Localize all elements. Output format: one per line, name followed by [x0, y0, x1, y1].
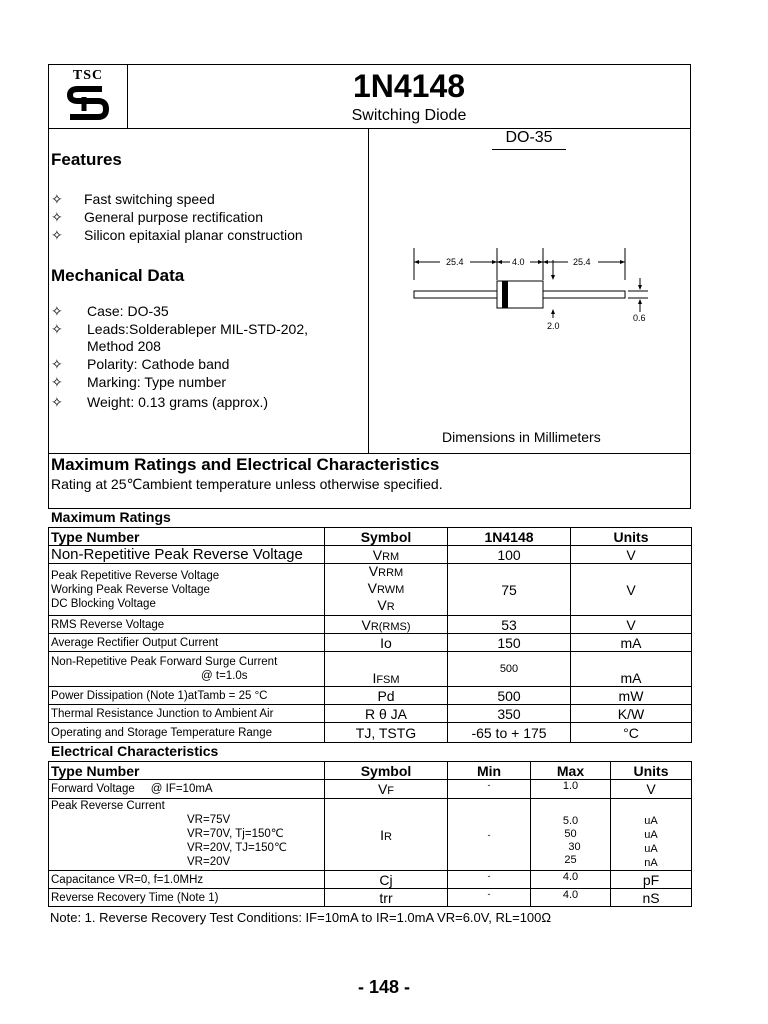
symbol-cell: IR — [325, 799, 448, 871]
value-cell: 500 — [448, 652, 571, 687]
symbol-cell: Pd — [325, 687, 448, 705]
dim-diameter-label: 2.0 — [547, 321, 560, 331]
value-cell: -65 to + 175 — [448, 723, 571, 743]
dim-left-label: 25.4 — [446, 257, 464, 267]
bullet-icon: ✧ — [51, 321, 63, 337]
mechanical-item-text: Leads:Solderableper MIL-STD-202, — [87, 321, 309, 337]
table-row — [49, 871, 692, 889]
unit-cell: uA uA uA nA — [611, 799, 692, 871]
table-row — [49, 799, 692, 871]
unit-cell: V — [611, 780, 692, 799]
param-cell: Non-Repetitive Peak Reverse Voltage — [49, 546, 325, 564]
unit-cell: pF — [611, 871, 692, 889]
param-cell: Average Rectifier Output Current — [49, 634, 325, 652]
page-number: - 148 - — [357, 977, 411, 997]
max-ratings-title: Maximum Ratings — [51, 509, 171, 525]
param-cell: Forward Voltage @ IF=10mA — [49, 780, 325, 799]
unit-cell: V — [571, 546, 692, 564]
unit-cell: mA — [571, 634, 692, 652]
feature-item-text: Silicon epitaxial planar construction — [84, 227, 303, 243]
param-cell: Capacitance VR=0, f=1.0MHz — [49, 871, 325, 889]
symbol-cell: IFSM — [325, 652, 448, 687]
value-cell: 150 — [448, 634, 571, 652]
table-row — [49, 546, 692, 564]
package-name: DO-35 — [505, 129, 553, 146]
value-cell: 75 — [448, 564, 571, 616]
value-cell: 500 — [448, 687, 571, 705]
col-header: Units — [571, 528, 692, 546]
bullet-icon: ✧ — [51, 209, 63, 225]
value-cell: 100 — [448, 546, 571, 564]
feature-item-text: General purpose rectification — [84, 209, 263, 225]
col-header: Symbol — [325, 762, 448, 780]
min-cell: - — [448, 889, 531, 907]
features-heading: Features — [51, 150, 122, 169]
dimensions-caption: Dimensions in Millimeters — [442, 429, 601, 445]
mechanical-item — [51, 355, 351, 373]
table-header-row — [49, 762, 692, 780]
max-cell: 5.0 50 30 25 — [531, 799, 611, 871]
table-row — [49, 687, 692, 705]
col-header: Max — [531, 762, 611, 780]
table-row — [49, 705, 692, 723]
bullet-icon: ✧ — [51, 374, 63, 390]
table-row — [49, 889, 692, 907]
mechanical-item — [51, 373, 351, 391]
elec-title: Electrical Characteristics — [51, 743, 219, 759]
symbol-cell: VF — [325, 780, 448, 799]
symbol-cell: VRRM VRWM VR — [325, 564, 448, 616]
unit-cell: °C — [571, 723, 692, 743]
param-cell: Reverse Recovery Time (Note 1) — [49, 889, 325, 907]
col-header: Min — [448, 762, 531, 780]
max-cell: 4.0 — [531, 889, 611, 907]
table-row — [49, 616, 692, 634]
dim-right-label: 25.4 — [573, 257, 591, 267]
col-header: Symbol — [325, 528, 448, 546]
table-row — [49, 780, 692, 799]
table-row — [49, 652, 692, 687]
col-header: Type Number — [49, 528, 325, 546]
symbol-cell: VR(RMS) — [325, 616, 448, 634]
mechanical-heading: Mechanical Data — [51, 266, 185, 285]
table-row — [49, 634, 692, 652]
mechanical-item-text: Case: DO-35 — [87, 303, 169, 319]
table-row — [49, 723, 692, 743]
ratings-heading: Maximum Ratings and Electrical Characteristics — [51, 455, 440, 474]
min-cell: - — [448, 871, 531, 889]
symbol-cell: Io — [325, 634, 448, 652]
feature-item — [51, 208, 351, 226]
logo — [49, 65, 128, 128]
mechanical-item — [51, 320, 351, 338]
col-header: 1N4148 — [448, 528, 571, 546]
param-cell: Operating and Storage Temperature Range — [49, 723, 325, 743]
part-number: 1N4148 — [352, 68, 466, 104]
logo-text: TSC — [72, 68, 104, 83]
mechanical-item — [51, 337, 351, 355]
param-cell: Peak Repetitive Reverse Voltage Working Peak Reverse Voltage DC Blocking Voltage — [49, 564, 325, 616]
mechanical-item-text: Method 208 — [87, 338, 161, 354]
param-cell: Non-Repetitive Peak Forward Surge Current @ t=1.0s — [49, 652, 325, 687]
min-cell: - — [448, 780, 531, 799]
mechanical-item-text: Polarity: Cathode band — [87, 356, 230, 372]
mechanical-item — [51, 393, 351, 411]
bullet-icon: ✧ — [51, 303, 63, 319]
diode-outline-diagram — [400, 240, 660, 340]
table-row — [49, 564, 692, 616]
col-header: Units — [611, 762, 692, 780]
mechanical-item — [51, 302, 351, 320]
feature-item — [51, 226, 351, 244]
unit-cell: mW — [571, 687, 692, 705]
ratings-note: Rating at 25℃ambient temperature unless otherwise specified. — [51, 476, 443, 492]
col-header: Type Number — [49, 762, 325, 780]
min-cell: - — [448, 799, 531, 871]
param-cell: RMS Reverse Voltage — [49, 616, 325, 634]
max-cell: 1.0 — [531, 780, 611, 799]
unit-cell: nS — [611, 889, 692, 907]
symbol-cell: trr — [325, 889, 448, 907]
unit-cell: V — [571, 616, 692, 634]
feature-item — [51, 190, 351, 208]
unit-cell: V — [571, 564, 692, 616]
dim-body-label: 4.0 — [512, 257, 525, 267]
symbol-cell: R θ JA — [325, 705, 448, 723]
param-cell: Power Dissipation (Note 1)atTamb = 25 °C — [49, 687, 325, 705]
feature-item-text: Fast switching speed — [84, 191, 215, 207]
subtitle: Switching Diode — [351, 107, 467, 124]
bullet-icon: ✧ — [51, 394, 63, 410]
package-underline — [492, 149, 566, 150]
symbol-cell: VRM — [325, 546, 448, 564]
bullet-icon: ✧ — [51, 356, 63, 372]
bullet-icon: ✧ — [51, 227, 63, 243]
unit-cell: mA — [571, 652, 692, 687]
max-cell: 4.0 — [531, 871, 611, 889]
footnote: Note: 1. Reverse Recovery Test Conditions: IF=10mA to IR=1.0mA VR=6.0V, RL=100Ω — [50, 910, 552, 925]
mechanical-item-text: Marking: Type number — [87, 374, 227, 390]
mechanical-item-text: Weight: 0.13 grams (approx.) — [87, 394, 269, 410]
bullet-icon: ✧ — [51, 191, 63, 207]
value-cell: 350 — [448, 705, 571, 723]
elec-table — [48, 761, 692, 907]
dim-lead-label: 0.6 — [633, 313, 646, 323]
value-cell: 53 — [448, 616, 571, 634]
unit-cell: K/W — [571, 705, 692, 723]
max-ratings-table — [48, 527, 692, 743]
symbol-cell: TJ, TSTG — [325, 723, 448, 743]
param-cell: Thermal Resistance Junction to Ambient Air — [49, 705, 325, 723]
column-divider — [368, 128, 369, 453]
param-cell: Peak Reverse Current VR=75V VR=70V, Tj=150℃ VR=20V, TJ=150℃ VR=20V — [49, 799, 325, 871]
symbol-cell: Cj — [325, 871, 448, 889]
table-header-row — [49, 528, 692, 546]
tsc-logo-icon — [64, 83, 112, 123]
